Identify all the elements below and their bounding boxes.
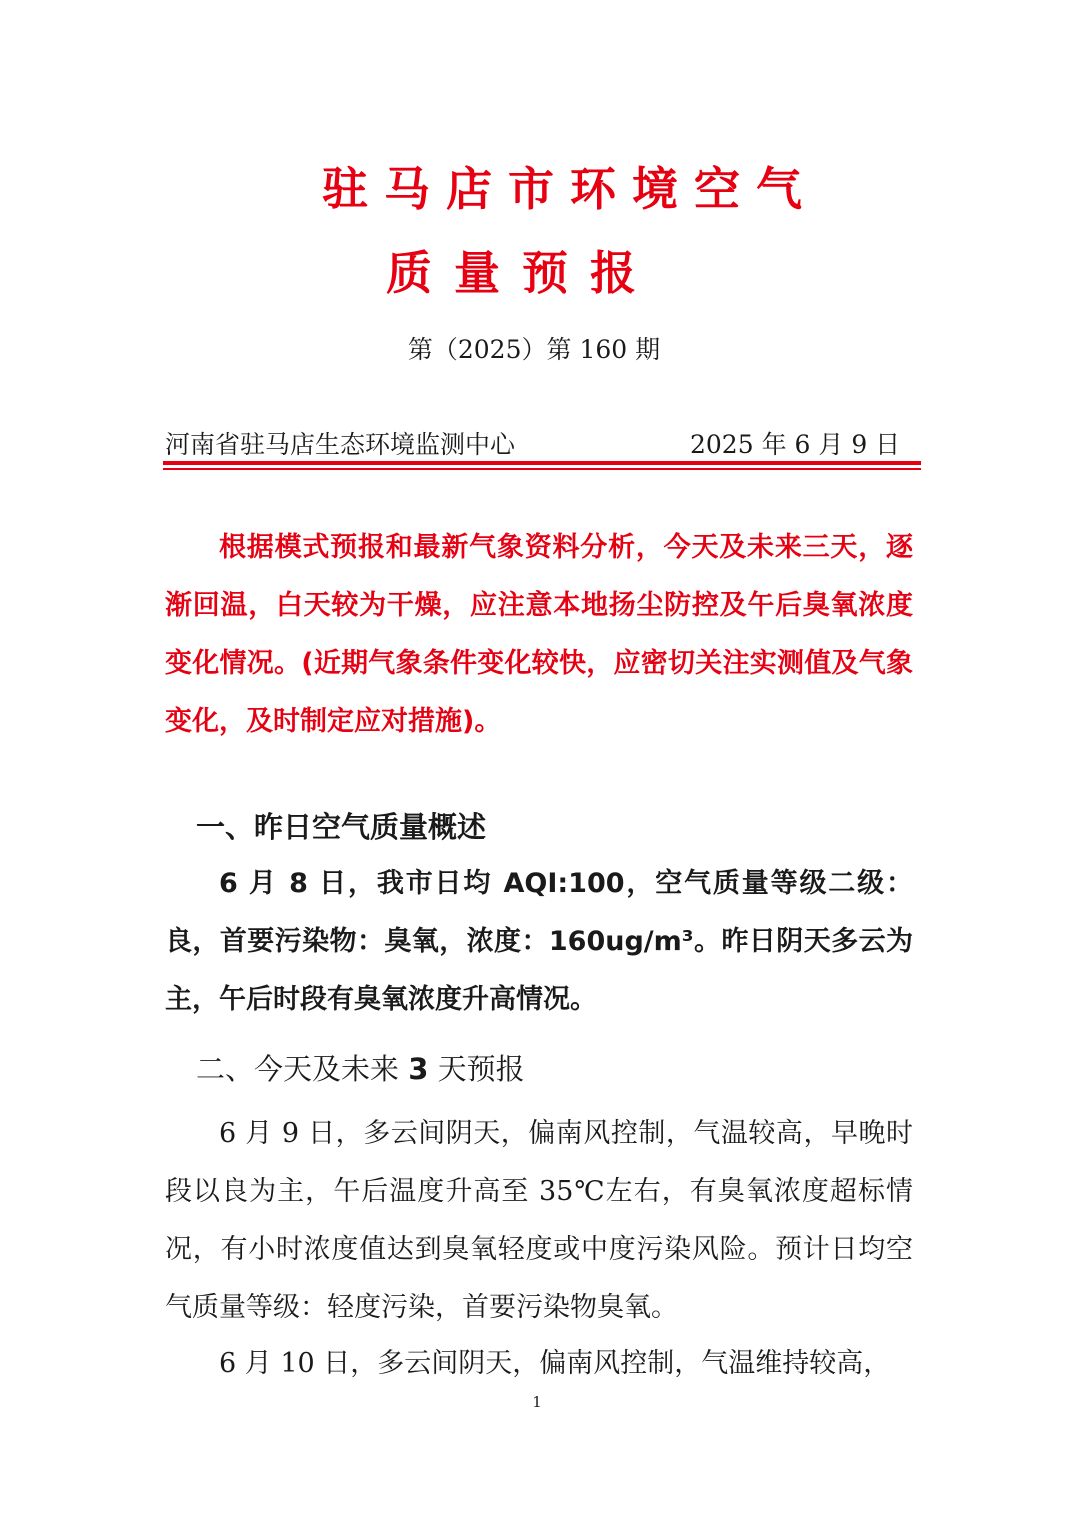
section1-heading: 一、昨日空气质量概述 bbox=[196, 810, 487, 844]
section2-heading-number: 3 bbox=[408, 1052, 429, 1086]
issue-number: 第（2025）第 160 期 bbox=[407, 335, 661, 364]
issuing-organization: 河南省驻马店生态环境监测中心 bbox=[165, 430, 516, 459]
section1-body: 6 月 8 日，我市日均 AQI:100，空气质量等级二级：良，首要污染物：臭氧，浓度：160ug/m³。昨日阴天多云为主，午后时段有臭氧浓度升高情况。 bbox=[165, 868, 913, 1015]
section2-heading-suffix: 天预报 bbox=[428, 1052, 525, 1086]
report-title-line1: 驻马店市环境空气 bbox=[322, 162, 818, 216]
page-number: 1 bbox=[532, 1393, 542, 1411]
section2-para-june9: 6 月 9 日，多云间阴天，偏南风控制，气温较高，早晚时段以良为主，午后温度升高至 35℃左右，有臭氧浓度超标情况，有小时浓度值达到臭氧轻度或中度污染风险。预计日均空气质量等级：轻度污染，首要污染物臭氧。 bbox=[165, 1118, 913, 1323]
report-title-line2: 质量预报 bbox=[386, 246, 658, 300]
section2-heading bbox=[196, 1047, 525, 1088]
issue-date: 2025 年 6 月 9 日 bbox=[690, 430, 901, 459]
section2-para-june10: 6 月 10 日，多云间阴天，偏南风控制，气温维持较高， bbox=[219, 1348, 891, 1379]
header-divider-thin bbox=[163, 468, 921, 470]
header-divider-thick bbox=[163, 461, 921, 465]
section2-heading-prefix: 二、今天及未来 bbox=[196, 1052, 409, 1086]
forecast-summary: 根据模式预报和最新气象资料分析，今天及未来三天，逐渐回温，白天较为干燥，应注意本地扬尘防控及午后臭氧浓度变化情况。(近期气象条件变化较快，应密切关注实测值及气象变化，及时制定应对措施)。 bbox=[165, 532, 913, 737]
